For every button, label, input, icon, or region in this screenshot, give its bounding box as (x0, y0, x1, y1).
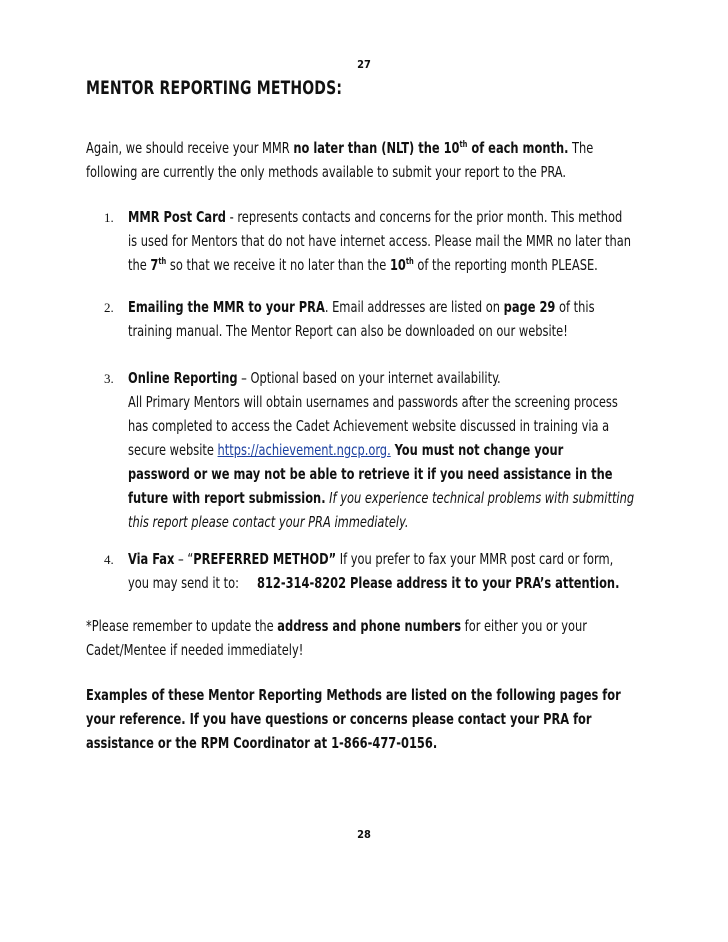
list-number-2: 2. (104, 300, 114, 315)
list-item-post-card: MMR Post Card - represents contacts and concerns for the prior month. This method is used for Mentors that do not have internet access. Please mail the MMR no later than the 7th so that we receive it no later than the 10th of the reporting month PLEASE. (128, 208, 632, 274)
page-number-top: 27 (357, 58, 371, 71)
achievement-website-link[interactable]: https://achievement.ngcp.org. (217, 441, 391, 459)
section-heading: MENTOR REPORTING METHODS: (86, 77, 343, 99)
list-number-4: 4. (104, 552, 114, 567)
closing-paragraph: Examples of these Mentor Reporting Methods are listed on the following pages for your reference. If you have questions or concerns please contact your PRA for assistance or the RPM Coordinator at 1-866-477-0156. (86, 686, 621, 752)
list-number-3: 3. (104, 371, 114, 386)
item-title-email: Emailing the MMR to your PRA (128, 298, 325, 316)
intro-line-2: following are currently the only methods available to submit your report to the PRA. (86, 163, 567, 181)
list-item-fax: Via Fax – “PREFERRED METHOD” If you prefer to fax your MMR post card or form, you may send it to: 812-314-8202 Please address it to your PRA’s attention. (128, 550, 620, 592)
item-title-post-card: MMR Post Card (128, 208, 226, 226)
intro-paragraph (86, 136, 627, 184)
page-number-bottom: 28 (357, 828, 371, 841)
item-title-fax: Via Fax (128, 550, 175, 568)
fax-number: 812-314-8202 Please address it to your PRA’s attention. (256, 574, 620, 592)
intro-bold-1: no later than (NLT) the 10th of each month. (293, 139, 569, 157)
intro-text-1: Again, we should receive your MMR (86, 139, 294, 157)
list-number-1: 1. (104, 210, 114, 225)
item-title-online: Online Reporting (128, 369, 238, 387)
intro-text-2: The (568, 139, 594, 157)
list-item-email: Emailing the MMR to your PRA. Email addresses are listed on page 29 of this training manual. The Mentor Report can also be downloaded on our website! (128, 298, 595, 340)
list-item-online: Online Reporting – Optional based on your internet availability. All Primary Mentors will obtain usernames and passwords after the screening process has completed to access the Cadet Achievement website discussed in training via a secure website https://achievement.ngcp.org. You must not change your password or we may not be able to retrieve it if you need assistance in the future with report submission. If you experience technical problems with submitting this report please contact your PRA immediately. (128, 369, 635, 531)
reminder-paragraph: *Please remember to update the address and phone numbers for either you or your Cadet/Mentee if needed immediately! (86, 617, 588, 659)
